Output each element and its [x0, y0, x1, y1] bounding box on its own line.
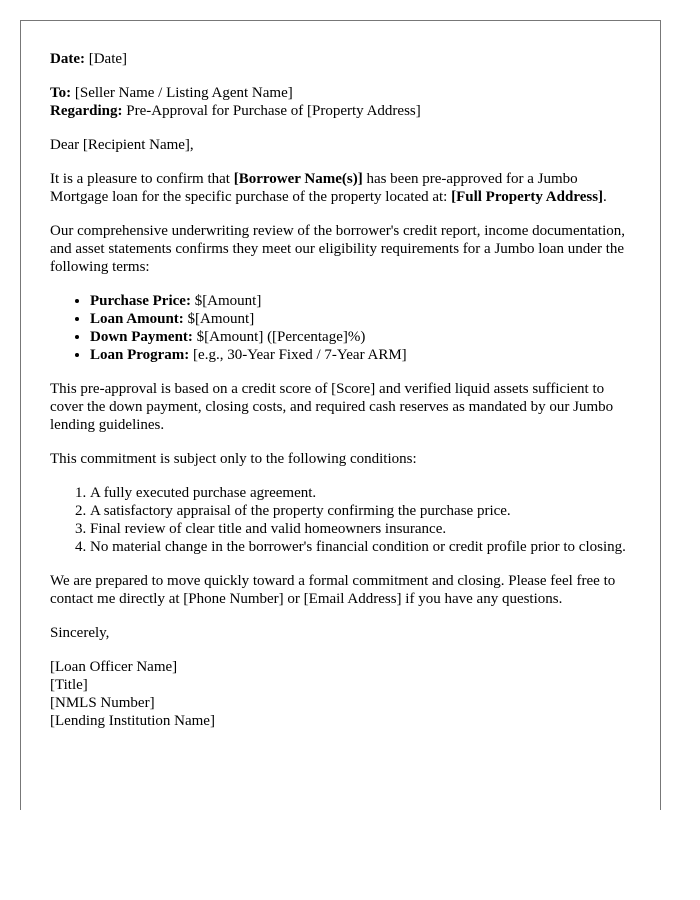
term-value: $[Amount]	[183, 311, 255, 327]
list-item	[90, 328, 635, 346]
regarding-value: Pre-Approval for Purchase of [Property Address]	[122, 103, 421, 119]
letter-body	[50, 50, 635, 730]
list-item: 2. A satisfactory appraisal of the property confirming the purchase price.	[90, 502, 635, 520]
term-label: Purchase Price:	[90, 293, 191, 309]
closing-paragraph: We are prepared to move quickly toward a formal commitment and closing. Please feel free to contact me directly at [Phone Number] or [Email Address] if you have any questions.	[50, 573, 616, 607]
date-value: [Date]	[84, 51, 128, 67]
conditions-intro: This commitment is subject only to the following conditions:	[50, 451, 417, 467]
property-address: [Full Property Address]	[451, 189, 604, 205]
salutation: Dear [Recipient Name],	[50, 137, 194, 153]
date-label: Date:	[50, 51, 85, 67]
intro-paragraph	[50, 170, 635, 206]
list-item	[90, 292, 635, 310]
signature-block	[50, 658, 635, 730]
list-item	[90, 346, 635, 364]
review-paragraph: Our comprehensive underwriting review of the borrower's credit report, income documentation, and asset statements confirms they meet our eligibility requirements for a Jumbo loan under the following terms:	[50, 223, 626, 275]
to-value: [Seller Name / Listing Agent Name]	[71, 85, 293, 101]
signoff: Sincerely,	[50, 625, 110, 641]
list-item	[90, 310, 635, 328]
basis-paragraph: This pre-approval is based on a credit score of [Score] and verified liquid assets sufficient to cover the down payment, closing costs, and required cash reserves as mandated by our Jumbo lending guidelines.	[50, 381, 614, 433]
term-label: Loan Amount:	[90, 311, 184, 327]
loan-terms-list	[50, 292, 635, 364]
term-label: Down Payment:	[90, 329, 193, 345]
to-line	[50, 84, 635, 102]
list-item: 3. Final review of clear title and valid homeowners insurance.	[90, 520, 635, 538]
date-line	[50, 50, 635, 68]
term-value: [e.g., 30-Year Fixed / 7-Year ARM]	[189, 347, 407, 363]
signature-nmls: [NMLS Number]	[50, 695, 155, 711]
term-value: $[Amount] ([Percentage]%)	[192, 329, 366, 345]
signature-institution: [Lending Institution Name]	[50, 713, 215, 729]
regarding-label: Regarding:	[50, 103, 123, 119]
term-label: Loan Program:	[90, 347, 190, 363]
list-item: 1. A fully executed purchase agreement.	[90, 484, 635, 502]
term-value: $[Amount]	[190, 293, 262, 309]
list-item: 4. No material change in the borrower's financial condition or credit profile prior to closing.	[90, 538, 635, 556]
conditions-list	[50, 484, 635, 556]
intro-text-3: .	[603, 189, 607, 205]
signature-title: [Title]	[50, 677, 88, 693]
intro-text-1: It is a pleasure to confirm that	[50, 171, 234, 187]
intro-text-2: has been pre-approved for a Jumbo Mortgage loan for the specific purchase of the property located at:	[50, 171, 578, 205]
signature-name: [Loan Officer Name]	[50, 659, 178, 675]
regarding-line	[50, 102, 635, 120]
letter-page	[20, 20, 661, 810]
borrower-name: [Borrower Name(s)]	[233, 171, 363, 187]
to-label: To:	[50, 85, 72, 101]
